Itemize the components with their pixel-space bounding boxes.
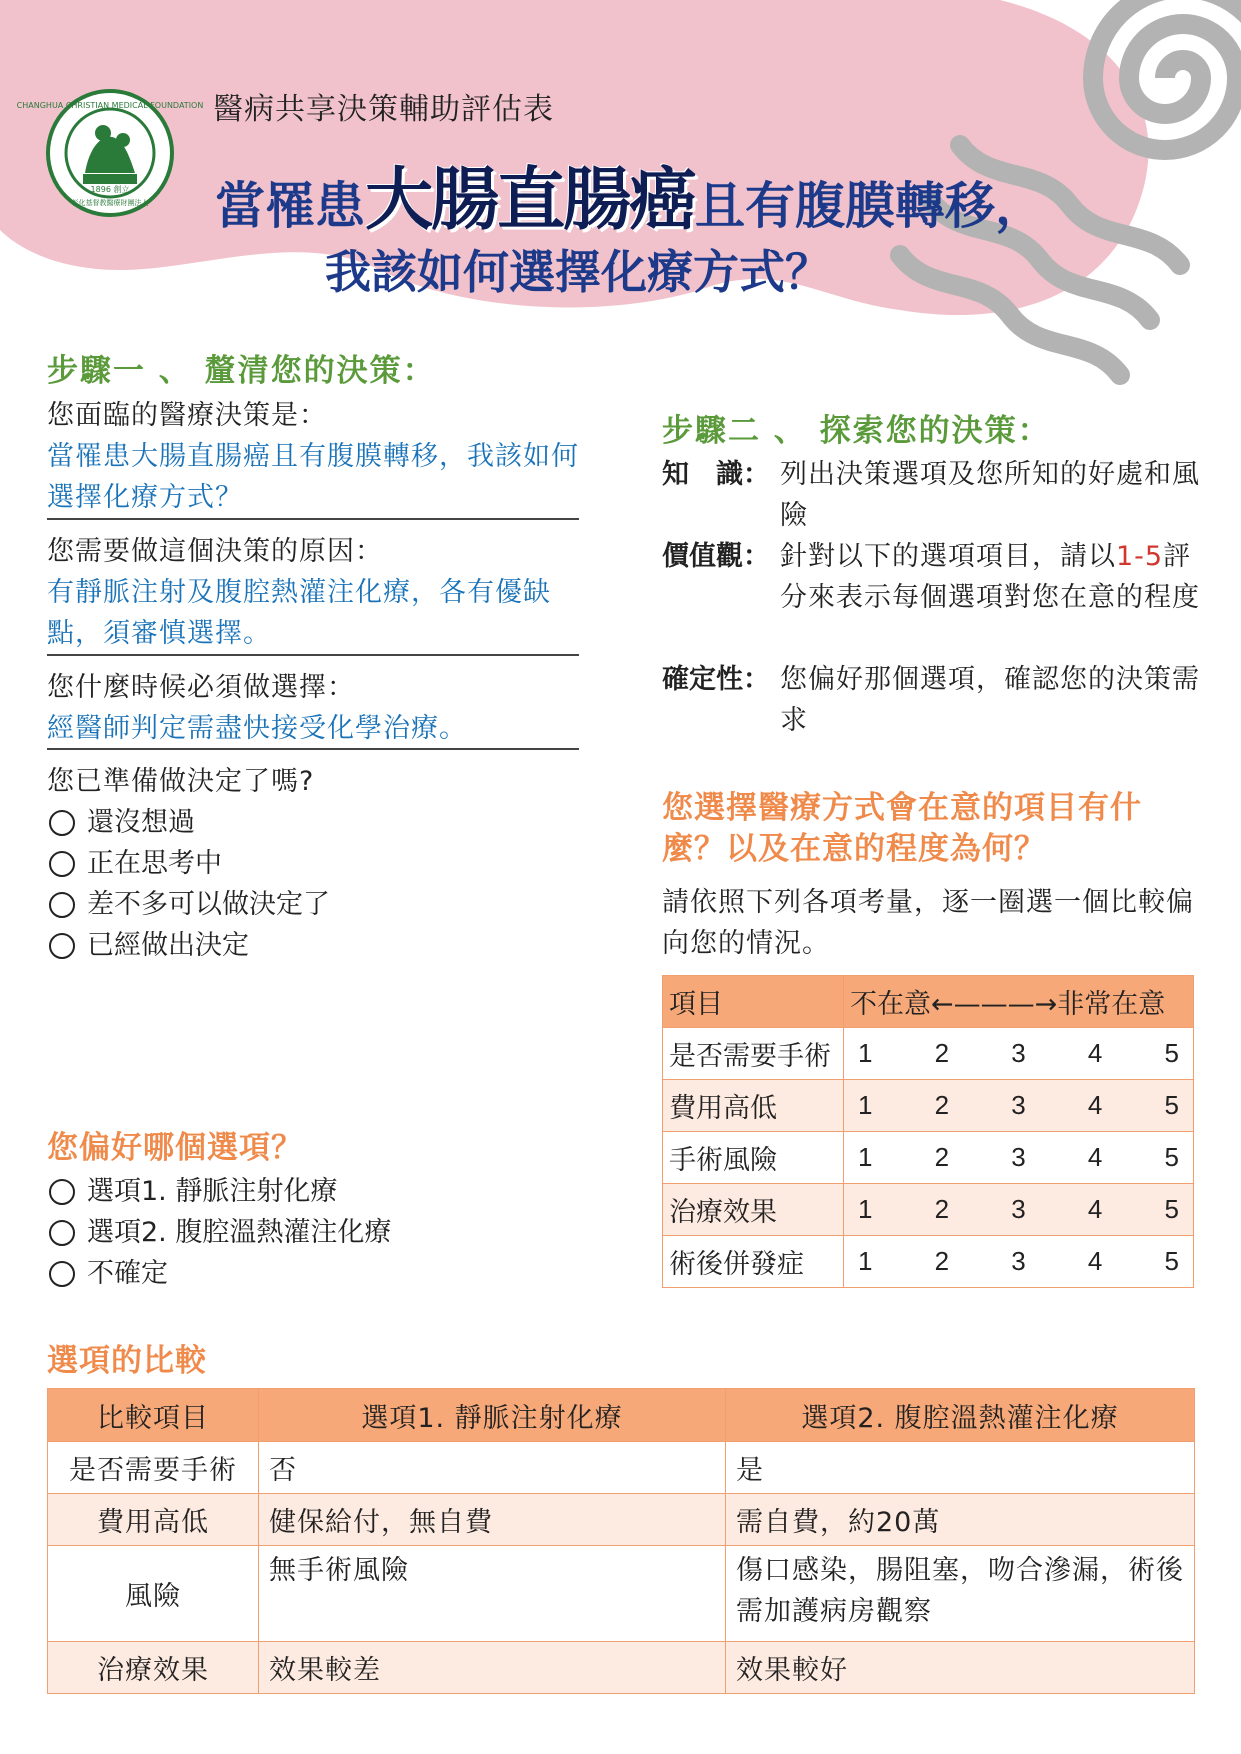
hospital-logo	[16, 88, 204, 218]
comparison-row	[48, 1442, 1195, 1494]
radio-circle-icon[interactable]	[49, 810, 75, 836]
ready-option[interactable]: 正在思考中	[47, 843, 330, 884]
score-option[interactable]: 4	[1087, 1246, 1103, 1276]
comparison-item: 是否需要手術	[48, 1442, 259, 1494]
rating-scores	[844, 1132, 1194, 1184]
q3-label: 您什麼時候必須做選擇：	[47, 672, 355, 703]
certainty-text: 您偏好那個選項，確認您的決策需求	[780, 664, 1200, 736]
svg-text:彰化基督教醫療財團法人: 彰化基督教醫療財團法人	[71, 199, 149, 207]
score-option[interactable]: 2	[934, 1090, 950, 1120]
comparison-col-option1: 選項1. 靜脈注射化療	[259, 1389, 726, 1442]
rating-item: 費用高低	[663, 1080, 844, 1132]
comparison-row	[48, 1494, 1195, 1546]
score-option[interactable]: 1	[858, 1194, 873, 1224]
values-range: 1-5	[1116, 541, 1164, 572]
score-option[interactable]: 2	[934, 1246, 950, 1276]
q2-label: 您需要做這個決策的原因：	[47, 536, 383, 567]
comparison-col-item: 比較項目	[48, 1389, 259, 1442]
page-title-line1	[215, 146, 1045, 243]
score-option[interactable]: 3	[1011, 1194, 1026, 1224]
rating-row	[663, 1028, 1194, 1080]
score-option[interactable]: 3	[1011, 1142, 1026, 1172]
step1-heading: 步驟一 、 釐清您的決策：	[47, 353, 436, 389]
radio-circle-icon[interactable]	[49, 1179, 75, 1205]
divider	[47, 654, 579, 656]
rating-table	[662, 975, 1194, 1288]
q2-answer: 有靜脈注射及腹腔熱灌注化療，各有優缺點，須審慎選擇。	[47, 577, 551, 649]
preference-heading: 您偏好哪個選項？	[47, 1130, 303, 1166]
q3-answer: 經醫師判定需盡快接受化學治療。	[47, 713, 467, 744]
radio-circle-icon[interactable]	[49, 1220, 75, 1246]
comparison-item: 費用高低	[48, 1494, 259, 1546]
radio-circle-icon[interactable]	[49, 892, 75, 918]
rating-item: 術後併發症	[663, 1236, 844, 1288]
comparison-row	[48, 1546, 1195, 1642]
score-option[interactable]: 3	[1011, 1038, 1026, 1068]
rating-col-item: 項目	[663, 976, 844, 1028]
q1-label: 您面臨的醫療決策是：	[47, 400, 327, 431]
score-option[interactable]: 1	[858, 1038, 873, 1068]
svg-text:1896 創立: 1896 創立	[90, 185, 130, 194]
preference-option[interactable]: 選項1. 靜脈注射化療	[47, 1171, 391, 1212]
rating-row	[663, 1184, 1194, 1236]
comparison-option2-value: 需自費，約20萬	[726, 1494, 1195, 1546]
preference-option[interactable]: 不確定	[47, 1253, 391, 1294]
ready-option[interactable]: 已經做出決定	[47, 925, 330, 966]
rating-row	[663, 1080, 1194, 1132]
comparison-col-option2: 選項2. 腹腔溫熱灌注化療	[726, 1389, 1195, 1442]
rating-scores	[844, 1080, 1194, 1132]
comparison-item: 治療效果	[48, 1642, 259, 1694]
comparison-table	[47, 1388, 1195, 1694]
score-option[interactable]: 2	[934, 1142, 950, 1172]
comparison-heading: 選項的比較	[47, 1343, 207, 1379]
divider	[47, 518, 579, 520]
comparison-option1-value: 無手術風險	[259, 1546, 726, 1642]
score-option[interactable]: 3	[1011, 1246, 1026, 1276]
knowledge-item	[662, 454, 1202, 536]
form-title: 醫病共享決策輔助評估表	[213, 92, 554, 127]
rating-item: 是否需要手術	[663, 1028, 844, 1080]
rating-row	[663, 1236, 1194, 1288]
comparison-row	[48, 1642, 1195, 1694]
values-item	[662, 536, 1202, 618]
knowledge-term: 知 識：	[662, 459, 770, 490]
rating-col-scale: 不在意←———→非常在意	[844, 976, 1194, 1028]
title-highlight: 大腸直腸癌	[365, 160, 696, 240]
ready-option[interactable]: 差不多可以做決定了	[47, 884, 330, 925]
score-option[interactable]: 5	[1164, 1090, 1179, 1120]
comparison-option1-value: 效果較差	[259, 1642, 726, 1694]
score-option[interactable]: 4	[1087, 1038, 1103, 1068]
score-option[interactable]: 3	[1011, 1090, 1026, 1120]
comparison-header-row	[48, 1389, 1195, 1442]
rating-scores	[844, 1184, 1194, 1236]
score-option[interactable]: 5	[1164, 1194, 1179, 1224]
score-option[interactable]: 1	[858, 1142, 873, 1172]
comparison-option2-value: 效果較好	[726, 1642, 1195, 1694]
knowledge-text: 列出決策選項及您所知的好處和風險	[780, 459, 1200, 531]
page-title-line2: 我該如何選擇化療方式？	[325, 245, 831, 299]
radio-circle-icon[interactable]	[49, 851, 75, 877]
score-option[interactable]: 5	[1164, 1142, 1179, 1172]
svg-text:CHANGHUA CHRISTIAN MEDICAL FOU: CHANGHUA CHRISTIAN MEDICAL FOUNDATION	[16, 101, 204, 110]
score-option[interactable]: 2	[934, 1038, 950, 1068]
radio-circle-icon[interactable]	[49, 1261, 75, 1287]
rating-scores	[844, 1028, 1194, 1080]
values-term: 價值觀：	[662, 541, 770, 572]
rating-row	[663, 1132, 1194, 1184]
step2-heading: 步驟二 、 探索您的決策：	[662, 413, 1051, 449]
title-prefix: 當罹患	[215, 176, 365, 235]
score-option[interactable]: 2	[934, 1194, 950, 1224]
q1-answer: 當罹患大腸直腸癌且有腹膜轉移，我該如何選擇化療方式？	[47, 441, 579, 513]
values-text: 針對以下的選項項目，請以1-5評分來表示每個選項對您在意的程度	[780, 541, 1200, 613]
comparison-option2-value: 是	[726, 1442, 1195, 1494]
concern-heading: 您選擇醫療方式會在意的項目有什麼？以及在意的程度為何？	[662, 790, 1142, 867]
ready-label: 您已準備做決定了嗎?	[47, 766, 315, 797]
title-suffix: 且有腹膜轉移，	[695, 176, 1046, 235]
rating-item: 手術風險	[663, 1132, 844, 1184]
comparison-option1-value: 健保給付，無自費	[259, 1494, 726, 1546]
rating-header-row	[663, 976, 1194, 1028]
comparison-item: 風險	[48, 1546, 259, 1642]
rating-item: 治療效果	[663, 1184, 844, 1236]
divider	[47, 748, 579, 750]
certainty-term: 確定性：	[662, 664, 770, 695]
score-option[interactable]: 5	[1164, 1038, 1179, 1068]
preference-option[interactable]: 選項2. 腹腔溫熱灌注化療	[47, 1212, 391, 1253]
certainty-item	[662, 659, 1202, 741]
score-option[interactable]: 4	[1087, 1142, 1103, 1172]
radio-circle-icon[interactable]	[49, 933, 75, 959]
ready-options	[47, 802, 330, 966]
score-option[interactable]: 4	[1087, 1090, 1103, 1120]
score-option[interactable]: 1	[858, 1246, 873, 1276]
comparison-option1-value: 否	[259, 1442, 726, 1494]
score-option[interactable]: 1	[858, 1090, 873, 1120]
score-option[interactable]: 4	[1087, 1194, 1103, 1224]
score-option[interactable]: 5	[1164, 1246, 1179, 1276]
ready-option[interactable]: 還沒想過	[47, 802, 330, 843]
rating-scores	[844, 1236, 1194, 1288]
comparison-option2-value: 傷口感染，腸阻塞，吻合滲漏，術後需加護病房觀察	[726, 1546, 1195, 1642]
preference-options	[47, 1171, 391, 1294]
concern-instruction: 請依照下列各項考量，逐一圈選一個比較偏向您的情況。	[662, 887, 1194, 959]
